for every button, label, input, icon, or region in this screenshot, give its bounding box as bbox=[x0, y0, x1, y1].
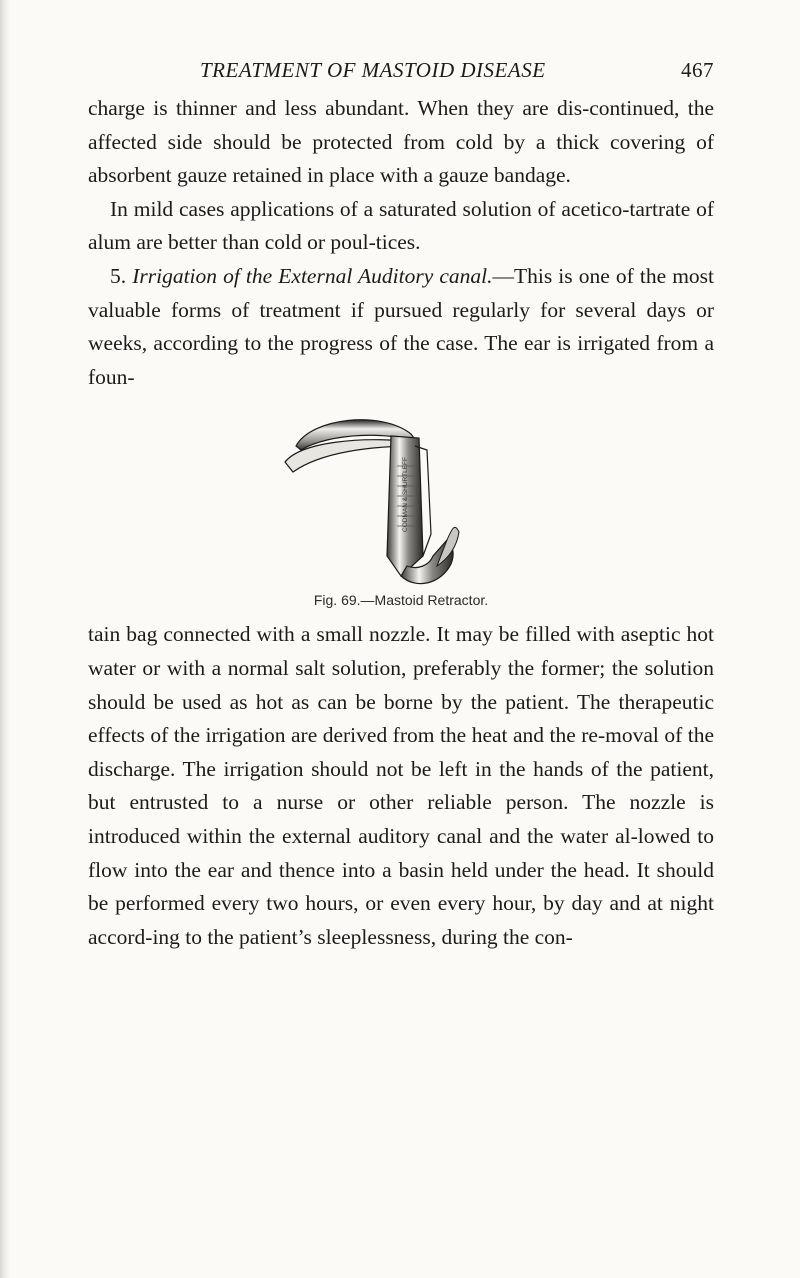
page-number: 467 bbox=[681, 58, 714, 82]
page-gutter-shadow bbox=[0, 0, 10, 1278]
paragraph-3-text: —This is one of the most valuable forms of treatment if pursued regularly for several days or weeks, according to the progress of the case. The ear is irrigated from a foun- bbox=[88, 263, 715, 389]
paragraph-1: charge is thinner and less abundant. When they are dis-continued, the affected side should be protected from cold by a thick covering of absorbent gauze retained in place with a gauze bandage. bbox=[88, 96, 714, 188]
paragraph-4: tain bag connected with a small nozzle. It may be filled with aseptic hot water or with a normal salt solution, preferably the former; the solution should be used as hot as can be borne by the patient. The therapeutic effects of the irrigation are derived from the heat and the re-moval of the discharge. The irrigation should not be left in the hands of the patient, but entrusted to a nurse or other reliable person. The nozzle is introduced within the external auditory canal and the water al-lowed to flow into the ear and thence into a basin held under the head. It should be performed every two hours, or even every hour, by day and at night accord-ing to the patient’s sleeplessness, during the con- bbox=[88, 622, 714, 949]
book-page bbox=[88, 58, 714, 954]
running-title: TREATMENT OF MASTOID DISEASE bbox=[200, 58, 546, 82]
running-head bbox=[88, 58, 714, 92]
section-heading: Irrigation of the External Auditory canal. bbox=[132, 263, 493, 288]
figure-69 bbox=[88, 406, 714, 608]
paragraph-2: In mild cases applications of a saturated solution of acetico-tartrate of alum are better than cold or poul-tices. bbox=[88, 196, 714, 255]
paragraph-3 bbox=[88, 260, 714, 394]
figure-caption: Fig. 69.—Mastoid Retractor. bbox=[313, 592, 489, 609]
instrument-stamp: CODMAN & SHURTLEFF bbox=[402, 457, 409, 533]
mastoid-retractor-illustration bbox=[241, 406, 561, 590]
section-number: 5. bbox=[110, 263, 127, 288]
